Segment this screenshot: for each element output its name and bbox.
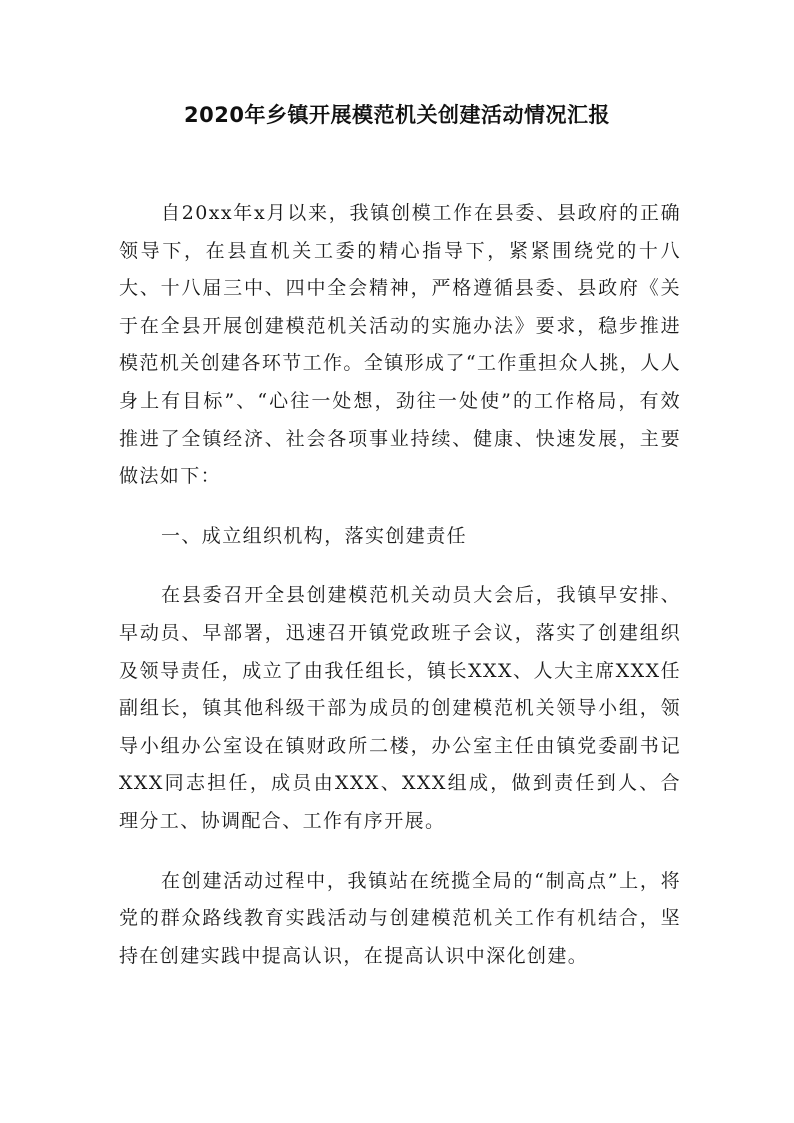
paragraph-activity: 在创建活动过程中，我镇站在统揽全局的“制高点”上，将党的群众路线教育实践活动与创建模范机关工作有机结合，坚持在创建实践中提高认识，在提高认识中深化创建。 [119, 869, 681, 967]
document-body [119, 195, 681, 997]
paragraph-organization: 在县委召开全县创建模范机关动员大会后，我镇早安排、早动员、早部署，迅速召开镇党政班子会议，落实了创建组织及领导责任，成立了由我任组长，镇长XXX、人大主席XXX任副组长，镇其他科级干部为成员的创建模范机关领导小组，领导小组办公室设在镇财政所二楼，办公室主任由镇党委副书记XXX同志担任，成员由XXX、XXX组成，做到责任到人、合理分工、协调配合、工作有序开展。 [119, 584, 681, 832]
section-heading-1: 一、成立组织机构，落实创建责任 [161, 524, 468, 547]
paragraph-intro: 自20xx年x月以来，我镇创模工作在县委、县政府的正确领导下，在县直机关工委的精心指导下，紧紧围绕党的十八大、十八届三中、四中全会精神，严格遵循县委、县政府《关于在全县开展创建模范机关活动的实施办法》要求，稳步推进模范机关创建各环节工作。全镇形成了“工作重担众人挑，人人身上有目标”、“心往一处想，劲往一处使”的工作格局，有效推进了全镇经济、社会各项事业持续、健康、快速发展，主要做法如下： [119, 202, 681, 488]
document-title: 2020年乡镇开展模范机关创建活动情况汇报 [184, 103, 610, 127]
